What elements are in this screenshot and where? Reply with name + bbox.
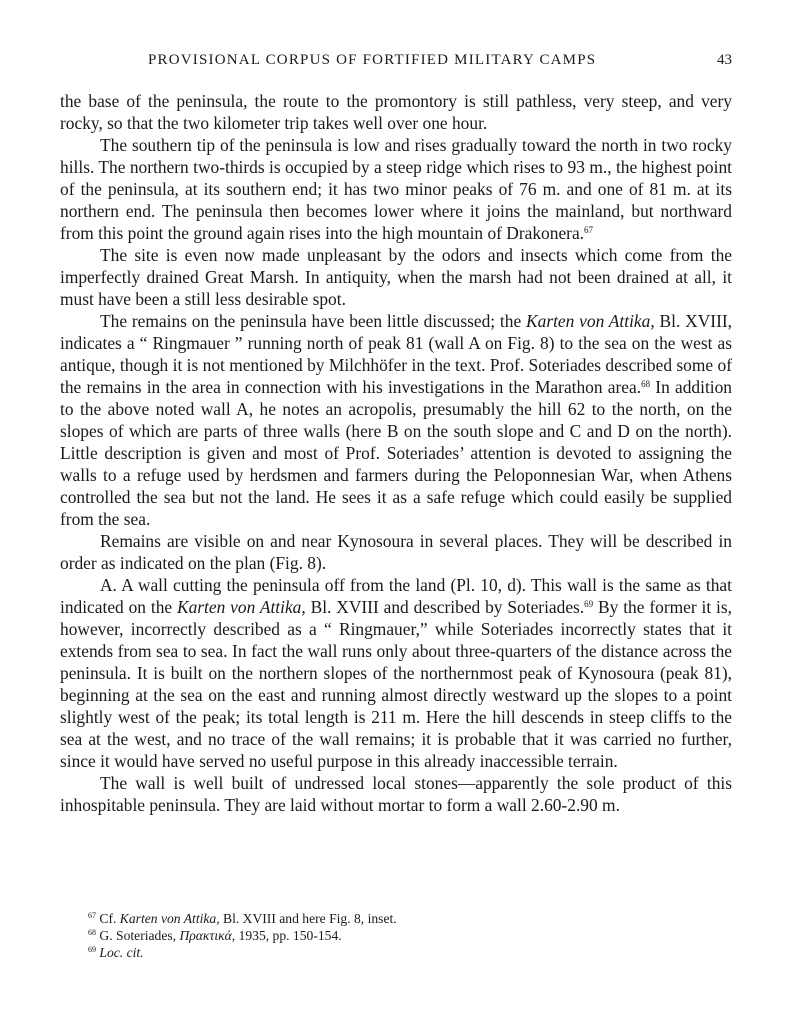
footnote-text: Cf. bbox=[99, 911, 120, 926]
footnote-italic: Karten von Attika, bbox=[119, 911, 220, 926]
footnote bbox=[60, 910, 732, 927]
footnotes bbox=[60, 910, 732, 961]
footnote bbox=[60, 927, 732, 944]
paragraph-text: the base of the peninsula, the route to the promontory is still pathless, very steep, and very rocky, so that the two kilometer trip takes well over one hour. bbox=[60, 91, 732, 133]
paragraph-text: The wall is well built of undressed local stones—apparently the sole product of this inhospitable peninsula. They are laid without mortar to form a wall 2.60-2.90 m. bbox=[60, 773, 732, 815]
paragraph-text: By the former it is, however, incorrectly described as a “ Ringmauer,” while Soteriades incorrectly states that it extends from sea to sea. In fact the wall runs only about three-quarters of the distance across the peninsula. It is built on the northern slopes of the northernmost peak of Kynosoura (peak 81), beginning at the sea on the east and running almost directly westward up the slopes to a point slightly west of the peak; its total length is 211 m. Here the hill descends in steep cliffs to the sea at the west, and no trace of the wall remains; it is probable that it was carried no further, since it would have served no useful purpose in this already inaccessible terrain. bbox=[60, 597, 732, 771]
footnote-text: G. Soteriades, bbox=[99, 928, 180, 943]
paragraph bbox=[60, 134, 732, 244]
footnote-number: 67 bbox=[88, 911, 96, 920]
paragraph bbox=[60, 574, 732, 772]
paragraph-text: Bl. XVIII, indicates a “ Ringmauer ” running north of peak 81 (wall A on Fig. 8) to the sea on the west as antique, though it is not mentioned by Milchhöfer in the text. Prof. Soteriades described some of the remains in the area in connection with his investigations in the Marathon area. bbox=[60, 311, 732, 397]
footnote-number: 69 bbox=[88, 945, 96, 954]
body-text bbox=[60, 90, 732, 816]
footnote-ref[interactable]: 67 bbox=[584, 225, 594, 235]
paragraph bbox=[60, 310, 732, 530]
italic-title: Karten von Attika, bbox=[177, 597, 306, 617]
paragraph-text: Bl. XVIII and described by Soteriades. bbox=[305, 597, 585, 617]
footnote-number: 68 bbox=[88, 928, 96, 937]
footnote-text: Bl. XVIII and here Fig. 8, inset. bbox=[219, 911, 397, 926]
running-header bbox=[60, 52, 732, 76]
italic-title: Karten von Attika, bbox=[526, 311, 655, 331]
footnote bbox=[60, 944, 732, 961]
footnote-italic: Loc. cit. bbox=[99, 945, 144, 960]
paragraph-text: Remains are visible on and near Kynosoura in several places. They will be described in order as indicated on the plan (Fig. 8). bbox=[60, 531, 732, 573]
footnote-ref[interactable]: 69 bbox=[584, 599, 594, 609]
paragraph-text: The site is even now made unpleasant by the odors and insects which come from the imperfectly drained Great Marsh. In antiquity, when the marsh had not been drained at all, it must have been a still less desirable spot. bbox=[60, 245, 732, 309]
paragraph bbox=[60, 772, 732, 816]
paragraph bbox=[60, 90, 732, 134]
paragraph bbox=[60, 530, 732, 574]
paragraph-text: The southern tip of the peninsula is low and rises gradually toward the north in two rocky hills. The northern two-thirds is occupied by a steep ridge which rises to 93 m., the highest point of the peninsula, at its southern end; it has two minor peaks of 76 m. and one of 81 m. at its northern end. The peninsula then becomes lower where it joins the mainland, but northward from this point the ground again rises into the high mountain of Drakonera. bbox=[60, 135, 732, 243]
footnote-italic: Πρακτικά, bbox=[179, 928, 236, 943]
paragraph-text: In addition to the above noted wall A, he notes an acropolis, presumably the hill 62 to the north, on the slopes of which are parts of three walls (here B on the south slope and C and D on the north). Little description is given and most of Prof. Soteriades’ attention is devoted to assigning the walls to a refuge used by herdsmen and farmers during the Peloponnesian War, when Athens controlled the sea but not the land. He sees it as a safe refuge which could easily be supplied from the sea. bbox=[60, 377, 732, 529]
paragraph bbox=[60, 244, 732, 310]
footnote-text: 1935, pp. 150-154. bbox=[235, 928, 342, 943]
running-title: PROVISIONAL CORPUS OF FORTIFIED MILITARY CAMPS bbox=[148, 52, 597, 68]
paragraph-text: A. A wall cutting the peninsula off from the land (Pl. 10, d). This wall is the same as that indicated on the bbox=[60, 575, 732, 617]
paragraph-text: The remains on the peninsula have been little discussed; the bbox=[100, 311, 527, 331]
page-number: 43 bbox=[717, 52, 732, 68]
footnote-ref[interactable]: 68 bbox=[641, 379, 651, 389]
